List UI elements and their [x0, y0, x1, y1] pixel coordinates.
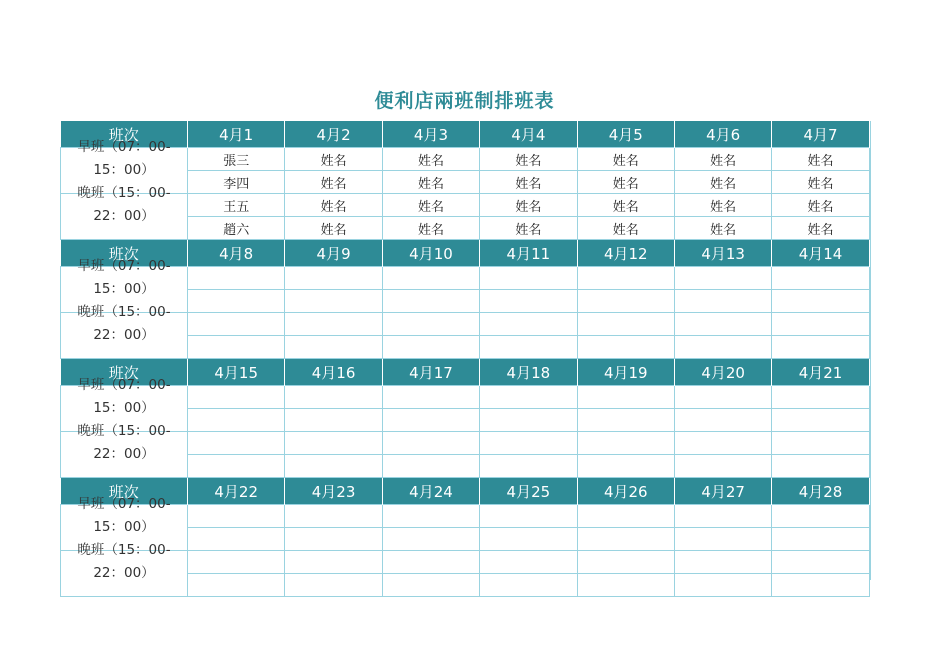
- shift-label-cell: [61, 423, 188, 478]
- staff-row: [61, 551, 870, 574]
- staff-cell[interactable]: [674, 267, 771, 290]
- shift-label: 早班（07：00-15：00）: [77, 139, 171, 178]
- schedule-title: 便利店兩班制排班表: [374, 90, 555, 112]
- date-header-cell: 4月27: [674, 478, 771, 505]
- staff-cell[interactable]: 姓名: [285, 217, 382, 240]
- staff-cell[interactable]: 姓名: [382, 171, 479, 194]
- staff-cell[interactable]: [480, 409, 577, 432]
- staff-cell[interactable]: [382, 409, 479, 432]
- staff-cell[interactable]: [480, 505, 577, 528]
- shift-label: 早班（07：00-15：00）: [77, 496, 171, 535]
- shift-column-header: 班次: [61, 121, 188, 148]
- staff-cell[interactable]: 姓名: [285, 194, 382, 217]
- staff-cell[interactable]: [382, 574, 479, 597]
- staff-cell[interactable]: [480, 551, 577, 574]
- shift-label: 早班（07：00-15：00）: [77, 377, 171, 416]
- staff-cell[interactable]: [480, 432, 577, 455]
- date-header-cell: 4月7: [772, 121, 869, 148]
- staff-cell[interactable]: 姓名: [577, 171, 674, 194]
- shift-column-header: 班次: [61, 359, 188, 386]
- staff-cell[interactable]: [772, 386, 869, 409]
- staff-cell[interactable]: [674, 455, 771, 478]
- staff-cell[interactable]: 姓名: [577, 148, 674, 171]
- schedule-sheet: [60, 121, 871, 580]
- staff-cell[interactable]: 姓名: [382, 217, 479, 240]
- staff-cell[interactable]: [577, 313, 674, 336]
- staff-cell[interactable]: 姓名: [285, 148, 382, 171]
- staff-cell[interactable]: [772, 409, 869, 432]
- staff-cell[interactable]: [772, 505, 869, 528]
- date-header-cell: 4月28: [772, 478, 869, 505]
- staff-cell[interactable]: [772, 267, 869, 290]
- shift-label: 晚班（15：00-22：00）: [77, 185, 171, 224]
- staff-cell[interactable]: [382, 336, 479, 359]
- staff-cell[interactable]: 姓名: [577, 194, 674, 217]
- staff-row: [61, 505, 870, 528]
- staff-row: [61, 432, 870, 455]
- staff-cell[interactable]: 趙六: [188, 217, 285, 240]
- staff-cell[interactable]: 張三: [188, 148, 285, 171]
- staff-cell[interactable]: [577, 267, 674, 290]
- shift-column-header: 班次: [61, 478, 188, 505]
- staff-cell[interactable]: [285, 455, 382, 478]
- staff-cell[interactable]: [480, 336, 577, 359]
- date-header-cell: 4月13: [674, 240, 771, 267]
- staff-cell[interactable]: [285, 551, 382, 574]
- staff-cell[interactable]: 姓名: [772, 148, 869, 171]
- staff-cell[interactable]: [382, 432, 479, 455]
- staff-cell[interactable]: 王五: [188, 194, 285, 217]
- date-header-cell: 4月19: [577, 359, 674, 386]
- staff-cell[interactable]: [577, 551, 674, 574]
- staff-cell[interactable]: [285, 505, 382, 528]
- staff-cell[interactable]: [577, 505, 674, 528]
- shift-label: 晚班（15：00-22：00）: [77, 542, 171, 581]
- date-header-cell: 4月14: [772, 240, 869, 267]
- date-header-cell: 4月5: [577, 121, 674, 148]
- staff-cell[interactable]: [382, 551, 479, 574]
- staff-cell[interactable]: [188, 551, 285, 574]
- staff-cell[interactable]: 姓名: [577, 217, 674, 240]
- shift-label-cell: [61, 185, 188, 240]
- staff-cell[interactable]: [674, 574, 771, 597]
- staff-cell[interactable]: 姓名: [480, 148, 577, 171]
- staff-cell[interactable]: [285, 290, 382, 313]
- staff-row: [61, 194, 870, 217]
- staff-cell[interactable]: [480, 267, 577, 290]
- staff-cell[interactable]: [285, 574, 382, 597]
- staff-row: [61, 267, 870, 290]
- staff-cell[interactable]: [188, 528, 285, 551]
- date-header-cell: 4月20: [674, 359, 771, 386]
- staff-cell[interactable]: 姓名: [674, 148, 771, 171]
- date-header-cell: 4月23: [285, 478, 382, 505]
- staff-cell[interactable]: [382, 528, 479, 551]
- staff-cell[interactable]: [188, 267, 285, 290]
- staff-cell[interactable]: [577, 386, 674, 409]
- date-header-cell: 4月2: [285, 121, 382, 148]
- staff-cell[interactable]: [480, 455, 577, 478]
- staff-cell[interactable]: [772, 455, 869, 478]
- staff-cell[interactable]: [772, 574, 869, 597]
- staff-cell[interactable]: [382, 505, 479, 528]
- staff-cell[interactable]: [285, 313, 382, 336]
- staff-cell[interactable]: 姓名: [382, 148, 479, 171]
- staff-cell[interactable]: [285, 336, 382, 359]
- date-header-cell: 4月25: [480, 478, 577, 505]
- shift-label-cell: [61, 542, 188, 597]
- staff-cell[interactable]: 姓名: [674, 217, 771, 240]
- staff-row: [61, 386, 870, 409]
- staff-cell[interactable]: [480, 290, 577, 313]
- date-header-cell: 4月9: [285, 240, 382, 267]
- staff-cell[interactable]: [577, 574, 674, 597]
- staff-cell[interactable]: 姓名: [772, 194, 869, 217]
- staff-cell[interactable]: [772, 290, 869, 313]
- date-header-cell: 4月11: [480, 240, 577, 267]
- staff-cell[interactable]: 姓名: [772, 171, 869, 194]
- date-header-cell: 4月21: [772, 359, 869, 386]
- staff-cell[interactable]: [674, 336, 771, 359]
- staff-cell[interactable]: 姓名: [674, 171, 771, 194]
- date-header-cell: 4月16: [285, 359, 382, 386]
- date-header-cell: 4月26: [577, 478, 674, 505]
- shift-label-cell: [61, 304, 188, 359]
- date-header-cell: 4月18: [480, 359, 577, 386]
- staff-cell[interactable]: [480, 386, 577, 409]
- date-header-cell: 4月6: [674, 121, 771, 148]
- staff-cell[interactable]: [285, 528, 382, 551]
- staff-cell[interactable]: [480, 574, 577, 597]
- staff-row: [61, 313, 870, 336]
- staff-cell[interactable]: 李四: [188, 171, 285, 194]
- staff-cell[interactable]: [382, 313, 479, 336]
- date-header-cell: 4月4: [480, 121, 577, 148]
- date-header-cell: 4月17: [382, 359, 479, 386]
- shift-label: 晚班（15：00-22：00）: [77, 304, 171, 343]
- staff-cell[interactable]: [577, 455, 674, 478]
- date-header-cell: 4月24: [382, 478, 479, 505]
- staff-cell[interactable]: [188, 290, 285, 313]
- staff-cell[interactable]: [382, 290, 479, 313]
- staff-cell[interactable]: [188, 505, 285, 528]
- staff-cell[interactable]: [577, 432, 674, 455]
- staff-cell[interactable]: [480, 528, 577, 551]
- shift-label: 早班（07：00-15：00）: [77, 258, 171, 297]
- staff-cell[interactable]: [772, 528, 869, 551]
- staff-cell[interactable]: [674, 505, 771, 528]
- date-header-cell: 4月22: [188, 478, 285, 505]
- staff-cell[interactable]: [772, 336, 869, 359]
- date-header-cell: 4月1: [188, 121, 285, 148]
- staff-cell[interactable]: [188, 409, 285, 432]
- staff-cell[interactable]: [674, 386, 771, 409]
- staff-cell[interactable]: 姓名: [674, 194, 771, 217]
- staff-cell[interactable]: [674, 409, 771, 432]
- staff-cell[interactable]: [382, 386, 479, 409]
- date-header-cell: 4月15: [188, 359, 285, 386]
- date-header-cell: 4月10: [382, 240, 479, 267]
- staff-cell[interactable]: [285, 386, 382, 409]
- staff-cell[interactable]: [382, 455, 479, 478]
- date-header-cell: 4月8: [188, 240, 285, 267]
- staff-cell[interactable]: [188, 432, 285, 455]
- shift-label: 晚班（15：00-22：00）: [77, 423, 171, 462]
- staff-cell[interactable]: 姓名: [480, 217, 577, 240]
- staff-cell[interactable]: [577, 409, 674, 432]
- staff-cell[interactable]: 姓名: [382, 194, 479, 217]
- staff-cell[interactable]: [674, 551, 771, 574]
- staff-cell[interactable]: [772, 432, 869, 455]
- staff-cell[interactable]: [577, 290, 674, 313]
- staff-cell[interactable]: [674, 432, 771, 455]
- staff-cell[interactable]: [772, 551, 869, 574]
- staff-cell[interactable]: [480, 313, 577, 336]
- staff-cell[interactable]: [188, 336, 285, 359]
- staff-cell[interactable]: [674, 290, 771, 313]
- staff-cell[interactable]: [285, 267, 382, 290]
- schedule-table: [60, 121, 870, 597]
- shift-column-header: 班次: [61, 240, 188, 267]
- staff-cell[interactable]: 姓名: [480, 171, 577, 194]
- staff-cell[interactable]: [285, 432, 382, 455]
- staff-cell[interactable]: [382, 267, 479, 290]
- staff-cell[interactable]: [188, 455, 285, 478]
- date-header-cell: 4月12: [577, 240, 674, 267]
- staff-cell[interactable]: [188, 313, 285, 336]
- staff-cell[interactable]: [188, 574, 285, 597]
- staff-cell[interactable]: 姓名: [772, 217, 869, 240]
- staff-row: [61, 148, 870, 171]
- staff-cell[interactable]: [674, 313, 771, 336]
- staff-cell[interactable]: [674, 528, 771, 551]
- staff-cell[interactable]: [285, 409, 382, 432]
- staff-cell[interactable]: 姓名: [285, 171, 382, 194]
- staff-cell[interactable]: [577, 528, 674, 551]
- staff-cell[interactable]: [772, 313, 869, 336]
- staff-cell[interactable]: [577, 336, 674, 359]
- staff-cell[interactable]: 姓名: [480, 194, 577, 217]
- date-header-cell: 4月3: [382, 121, 479, 148]
- staff-cell[interactable]: [188, 386, 285, 409]
